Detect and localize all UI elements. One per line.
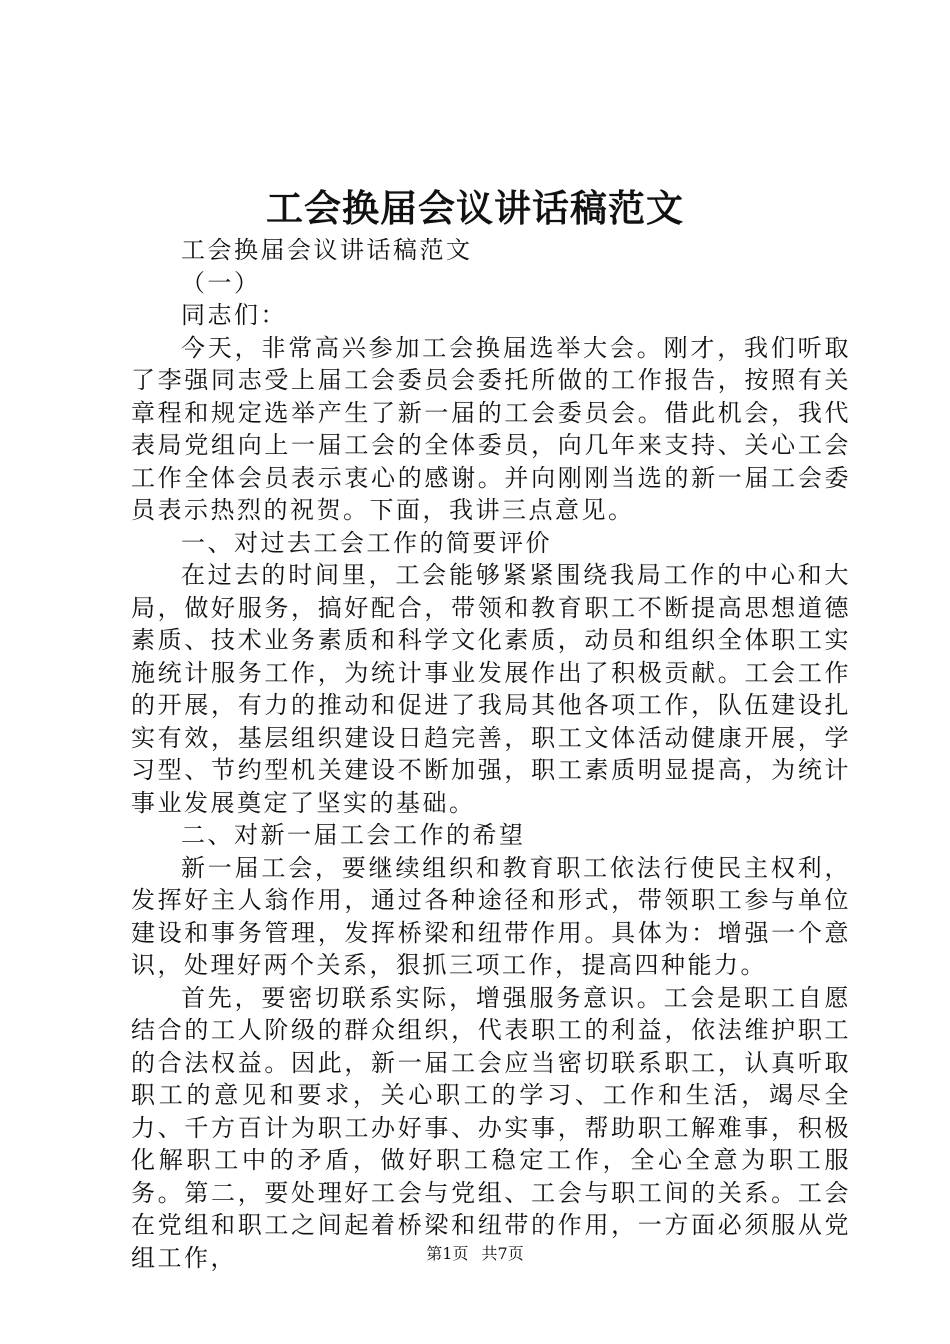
paragraph-first-point: 首先，要密切联系实际，增强服务意识。工会是职工自愿结合的工人阶级的群众组织，代表职工的利益，依法维护职工的合法权益。因此，新一届工会应当密切联系职工，认真听取职工的意见和要求，关心职工的学习、工作和生活，竭尽全力、千方百计为职工办好事、办实事，帮助职工解难事，积极化解职工中的矛盾，做好职工稳定工作，全心全意为职工服务。第二，要处理好工会与党组、工会与职工间的关系。工会在党组和职工之间起着桥梁和纽带的作用，一方面必须服从党组工作， bbox=[131, 983, 851, 1272]
page-total: 共7页 bbox=[481, 1244, 524, 1263]
paragraph-hopes: 新一届工会，要继续组织和教育职工依法行使民主权利，发挥好主人翁作用，通过各种途径和形式，带领职工参与单位建设和事务管理，发挥桥梁和纽带作用。具体为：增强一个意识，处理好两个关系，狠抓三项工作，提高四种能力。 bbox=[131, 853, 851, 979]
paragraph-part-number: （一） bbox=[181, 268, 261, 297]
document-title: 工会换届会议讲话稿范文 bbox=[266, 186, 684, 230]
section-heading-1: 一、对过去工会工作的简要评价 bbox=[181, 528, 552, 557]
paragraph-review: 在过去的时间里，工会能够紧紧围绕我局工作的中心和大局，做好服务，搞好配合，带领和教育职工不断提高思想道德素质、技术业务素质和科学文化素质，动员和组织全体职工实施统计服务工作，为统计事业发展作出了积极贡献。工会工作的开展，有力的推动和促进了我局其他各项工作，队伍建设扎实有效，基层组织建设日趋完善，职工文体活动健康开展，学习型、节约型机关建设不断加强，职工素质明显提高，为统计事业发展奠定了坚实的基础。 bbox=[131, 561, 851, 817]
page-footer bbox=[0, 1242, 950, 1266]
paragraph-salutation: 同志们： bbox=[181, 301, 287, 329]
section-heading-2: 二、对新一届工会工作的希望 bbox=[181, 821, 526, 849]
document-body bbox=[131, 234, 851, 1274]
paragraph-subtitle: 工会换届会议讲话稿范文 bbox=[181, 236, 473, 264]
paragraph-opening: 今天，非常高兴参加工会换届选举大会。刚才，我们听取了李强同志受上届工会委员会委托所做的工作报告，按照有关章程和规定选举产生了新一届的工会委员会。借此机会，我代表局党组向上一届工会的全体委员，向几年来支持、关心工会工作全体会员表示衷心的感谢。并向刚刚当选的新一届工会委员表示热烈的祝贺。下面，我讲三点意见。 bbox=[131, 333, 851, 524]
page-number: 第1页 bbox=[426, 1244, 469, 1263]
